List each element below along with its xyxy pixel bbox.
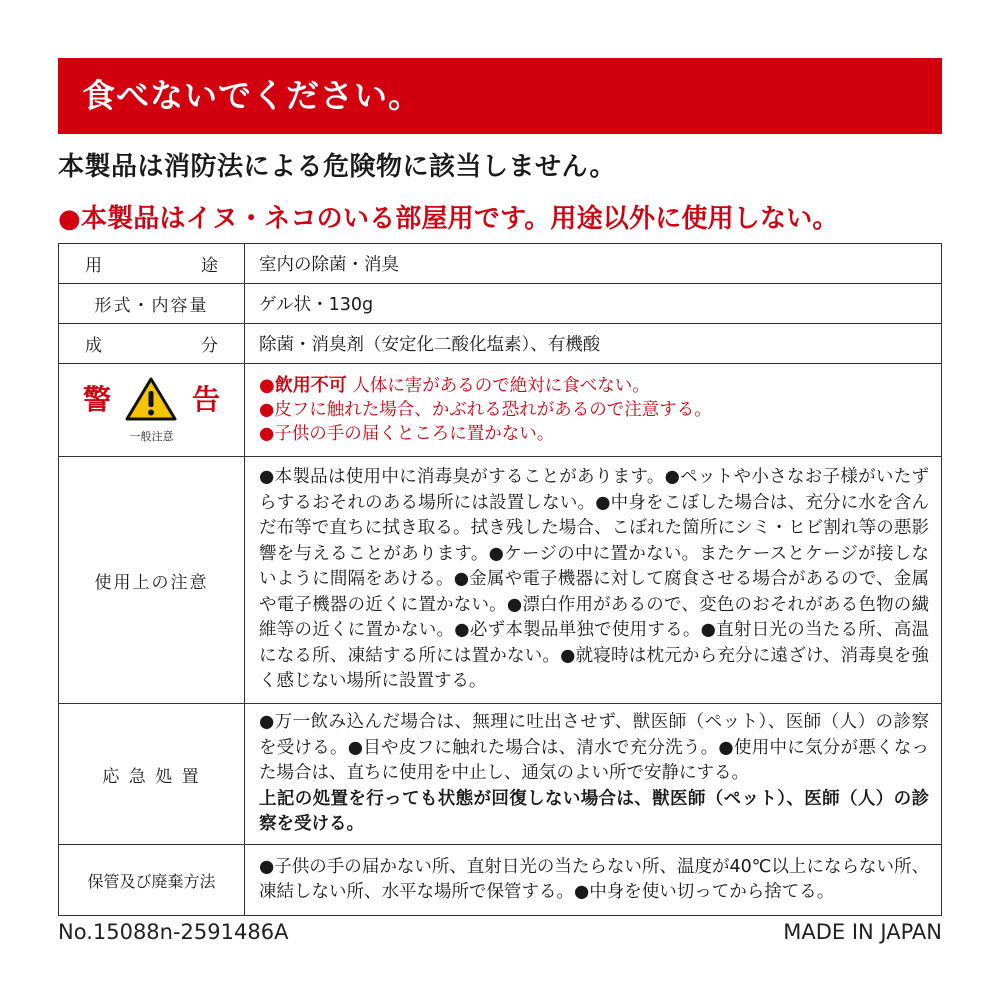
fire-law-notice: 本製品は消防法による危険物に該当しません。 xyxy=(58,152,617,182)
firstaid-value: ●万一飲み込んだ場合は、無理に吐出させず、獣医師（ペット）、医師（人）の診察を受ける。●目や皮フに触れた場合は、清水で充分洗う。●使用中に気分が悪くなった場合は、直ちに使用を中止し、通気のよい所で安静にする。 上記の処置を行っても状態が回復しない場合は、獣医師（ペット）、医師（人）の診察を受ける。 xyxy=(245,704,942,845)
table-row xyxy=(59,704,942,845)
product-spec-table xyxy=(58,243,942,916)
table-row xyxy=(59,284,942,324)
storage-value: ●子供の手の届かない所、直射日光の当たらない所、温度が40℃以上にならない所、凍結しない所、水平な場所で保管する。●中身を使い切ってから捨てる。 xyxy=(245,845,942,916)
ingredients-value: 除菌・消臭剤（安定化二酸化塩素）、有機酸 xyxy=(245,324,942,364)
table-row xyxy=(59,364,942,457)
firstaid-header: 応 急 処 置 xyxy=(59,704,245,845)
ingredients-header: 成 分 xyxy=(59,324,245,364)
table-row xyxy=(59,845,942,916)
usage-header: 使用上の注意 xyxy=(59,457,245,704)
warning-text: ●飲用不可 人体に害があるので絶対に食べない。 ●皮フに触れた場合、かぶれる恐れがあるので注意する。 ●子供の手の届くところに置かない。 xyxy=(245,364,942,457)
do-not-eat-banner: 食べないでください。 xyxy=(58,58,942,134)
table-row xyxy=(59,324,942,364)
usage-value: ●本製品は使用中に消毒臭がすることがあります。●ペットや小さなお子様がいたずらするおそれのある場所には設置しない。●中身をこぼした場合は、充分に水を含んだ布等で直ちに拭き取る。拭き残した場合、こぼれた箇所にシミ・ヒビ割れ等の悪影響を与えることがあります。●ケージの中に置かない。またケースとケージが接しないように間隔をあける。●金属や電子機器に対して腐食させる場合があるので、金属や電子機器の近くに置かない。●漂白作用があるので、変色のおそれがある色物の繊維等の近くに置かない。●必ず本製品単独で使用する。●直射日光の当たる所、高温になる所、凍結する所には置かない。●就寝時は枕元から充分に遠ざけ、消毒臭を強く感じない場所に設置する。 xyxy=(245,457,942,704)
made-in-label: MADE IN JAPAN xyxy=(783,920,942,944)
purpose-value: 室内の除菌・消臭 xyxy=(245,244,942,284)
storage-header: 保管及び廃棄方法 xyxy=(59,845,245,916)
product-code: No.15088n-2591486A xyxy=(58,920,289,944)
warning-kanji-2: 告 xyxy=(191,383,220,416)
table-row xyxy=(59,244,942,284)
form-value: ゲル状・130g xyxy=(245,284,942,324)
general-caution-label: 一般注意 xyxy=(129,430,174,443)
usage-room-notice: ●本製品はイヌ・ネコのいる部屋用です。用途以外に使用しない。 xyxy=(58,204,839,234)
warning-header xyxy=(59,364,245,457)
purpose-header: 用 途 xyxy=(59,244,245,284)
warning-triangle-icon xyxy=(125,376,177,422)
table-row xyxy=(59,457,942,704)
form-header: 形式・内容量 xyxy=(59,284,245,324)
warning-kanji-1: 警 xyxy=(83,383,112,416)
